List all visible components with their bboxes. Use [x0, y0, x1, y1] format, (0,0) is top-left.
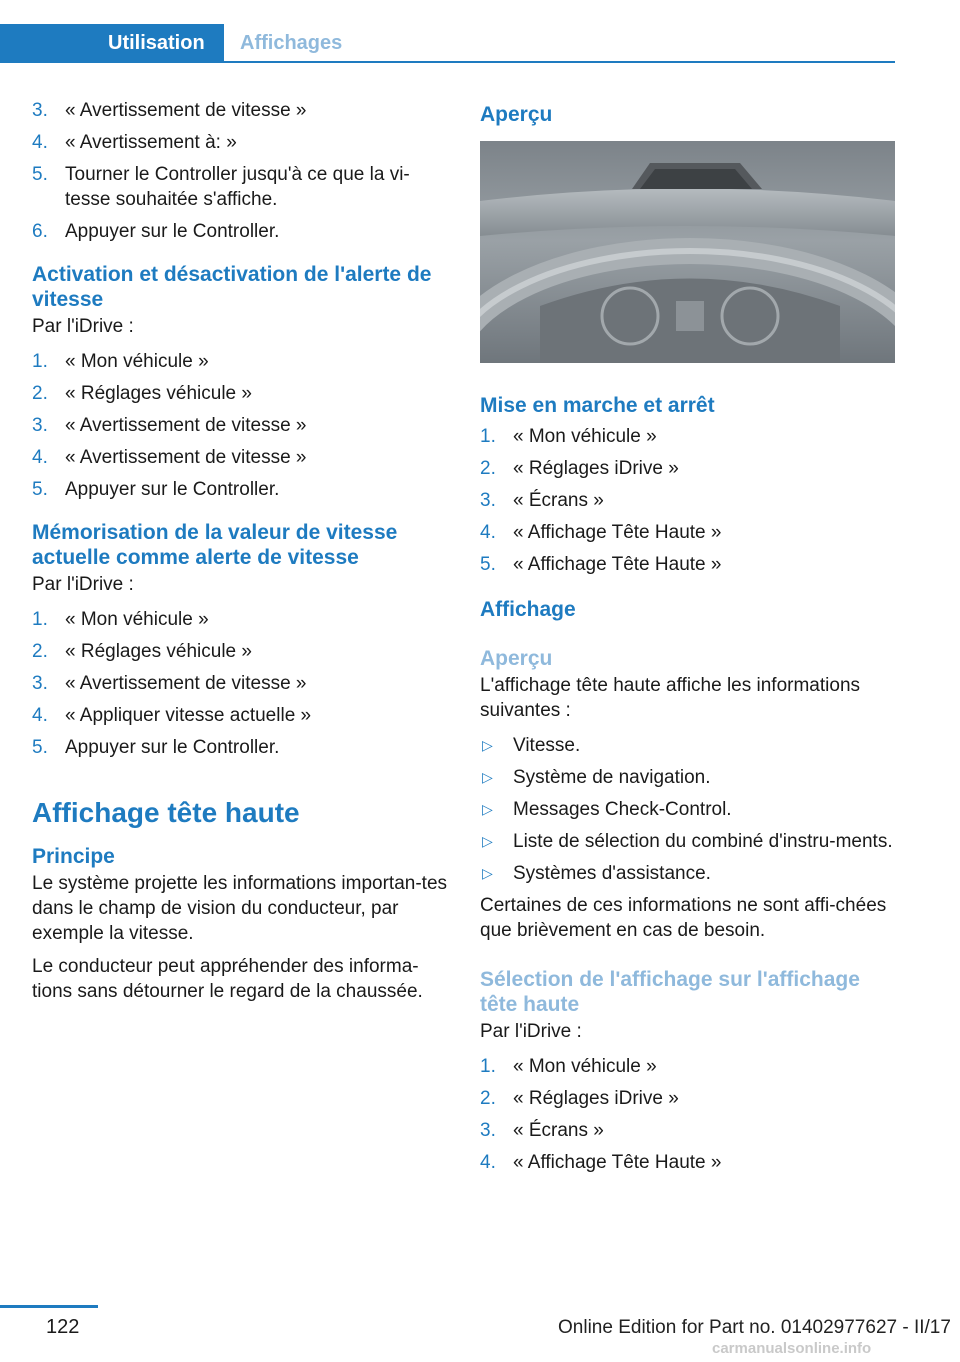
bullet-text: Liste de sélection du combiné d'instru-ments.	[513, 831, 893, 852]
watermark: carmanualsonline.info	[712, 1340, 872, 1357]
heading-marche-arret: Mise en marche et arrêt	[480, 394, 715, 417]
bullet-text: Messages Check-Control.	[513, 799, 732, 820]
step-text: « Réglages iDrive »	[513, 1088, 679, 1109]
list-item	[480, 552, 900, 577]
step-number: 2.	[480, 1088, 496, 1109]
step-text: « Avertissement à: »	[65, 132, 237, 153]
step-number: 1.	[32, 609, 48, 630]
list-item	[480, 488, 900, 513]
marche-arret-steps	[480, 424, 900, 577]
step-number: 1.	[32, 351, 48, 372]
step-text: « Mon véhicule »	[65, 351, 209, 372]
step-number: 4.	[32, 132, 48, 153]
list-item	[32, 349, 452, 374]
step-number: 5.	[32, 164, 48, 185]
triangle-right-outline-icon: ▷	[482, 769, 493, 785]
list-item	[480, 456, 900, 481]
footer-divider	[0, 1305, 98, 1308]
paragraph-idrive: Par l'iDrive :	[480, 1021, 582, 1042]
list-item	[480, 1086, 900, 1111]
edition-line: Online Edition for Part no. 01402977627 - II/17	[558, 1317, 951, 1338]
bullet-text: Systèmes d'assistance.	[513, 863, 711, 884]
bullet-text: Système de navigation.	[513, 767, 711, 788]
step-text: « Affichage Tête Haute »	[513, 1152, 722, 1173]
step-number: 1.	[480, 1056, 496, 1077]
heading-selection: Sélection de l'affichage sur l'affichage tête haute	[480, 968, 860, 1016]
triangle-right-outline-icon: ▷	[482, 737, 493, 753]
step-text: « Appliquer vitesse actuelle »	[65, 705, 312, 726]
list-item	[480, 520, 900, 545]
list-item	[32, 130, 452, 155]
triangle-right-outline-icon: ▷	[482, 801, 493, 817]
step-text: « Affichage Tête Haute »	[513, 554, 722, 575]
step-text: « Réglages véhicule »	[65, 641, 252, 662]
right-column	[480, 98, 900, 1182]
step-number: 4.	[480, 522, 496, 543]
step-text: « Affichage Tête Haute »	[513, 522, 722, 543]
list-item	[480, 1150, 900, 1175]
step-number: 4.	[32, 705, 48, 726]
step-number: 3.	[480, 1120, 496, 1141]
step-text: « Avertissement de vitesse »	[65, 415, 307, 436]
list-item	[32, 735, 452, 760]
step-text: « Mon véhicule »	[513, 1056, 657, 1077]
step-text: « Réglages véhicule »	[65, 383, 252, 404]
step-text: « Écrans »	[513, 490, 604, 511]
selection-steps	[480, 1054, 900, 1175]
heading-apercu: Aperçu	[480, 103, 553, 126]
list-item	[480, 1118, 900, 1143]
page-number: 122	[46, 1316, 80, 1338]
list-item	[480, 424, 900, 449]
step-number: 3.	[32, 100, 48, 121]
heading-principe: Principe	[32, 845, 115, 868]
left-column	[32, 98, 452, 1004]
list-item	[32, 162, 452, 212]
step-text: « Réglages iDrive »	[513, 458, 679, 479]
list-item	[32, 219, 452, 244]
step-text: « Écrans »	[513, 1120, 604, 1141]
step-text: Appuyer sur le Controller.	[65, 479, 280, 500]
speed-warning-steps	[32, 98, 452, 244]
tab-utilisation[interactable]: Utilisation	[0, 24, 224, 62]
heading-affichage: Affichage	[480, 598, 576, 621]
step-number: 5.	[32, 479, 48, 500]
paragraph-principe-2: Le conducteur peut appréhender des informa-tions sans détourner le regard de la chaussée.	[32, 956, 423, 1002]
step-number: 2.	[32, 383, 48, 404]
triangle-right-outline-icon: ▷	[482, 865, 493, 881]
list-item	[32, 477, 452, 502]
step-text: « Avertissement de vitesse »	[65, 100, 307, 121]
step-text: Tourner le Controller jusqu'à ce que la vi-tesse souhaitée s'affiche.	[65, 164, 410, 210]
step-number: 5.	[32, 737, 48, 758]
step-number: 3.	[32, 415, 48, 436]
triangle-right-outline-icon: ▷	[482, 833, 493, 849]
paragraph-infos: L'affichage tête haute affiche les informations suivantes :	[480, 675, 861, 721]
step-number: 4.	[480, 1152, 496, 1173]
list-item	[480, 1054, 900, 1079]
step-number: 6.	[32, 221, 48, 242]
step-number: 4.	[32, 447, 48, 468]
list-item	[480, 861, 900, 886]
hud-info-list	[480, 733, 900, 886]
heading-memorisation: Mémorisation de la valeur de vitesse actuelle comme alerte de vitesse	[32, 521, 398, 569]
activation-steps	[32, 349, 452, 502]
list-item	[480, 797, 900, 822]
list-item	[480, 829, 900, 854]
list-item	[32, 703, 452, 728]
step-number: 2.	[480, 458, 496, 479]
heading-hud: Affichage tête haute	[32, 797, 300, 828]
list-item	[32, 445, 452, 470]
hud-dashboard-illustration	[480, 141, 895, 363]
step-number: 3.	[480, 490, 496, 511]
list-item	[32, 413, 452, 438]
header-divider	[0, 61, 895, 63]
list-item	[32, 671, 452, 696]
list-item	[480, 733, 900, 758]
step-number: 5.	[480, 554, 496, 575]
paragraph-certaines: Certaines de ces informations ne sont affi-chées que brièvement en cas de besoin.	[480, 895, 887, 941]
step-number: 1.	[480, 426, 496, 447]
step-text: « Mon véhicule »	[65, 609, 209, 630]
memorisation-steps	[32, 607, 452, 760]
list-item	[32, 381, 452, 406]
page-header	[0, 0, 960, 64]
paragraph-idrive: Par l'iDrive :	[32, 316, 134, 337]
step-text: Appuyer sur le Controller.	[65, 221, 280, 242]
heading-apercu-2: Aperçu	[480, 647, 553, 670]
list-item	[32, 639, 452, 664]
bullet-text: Vitesse.	[513, 735, 581, 756]
list-item	[32, 98, 452, 123]
step-text: « Avertissement de vitesse »	[65, 673, 307, 694]
step-text: « Avertissement de vitesse »	[65, 447, 307, 468]
step-text: Appuyer sur le Controller.	[65, 737, 280, 758]
list-item	[480, 765, 900, 790]
step-number: 3.	[32, 673, 48, 694]
heading-activation: Activation et désactivation de l'alerte de vitesse	[32, 263, 432, 311]
paragraph-principe-1: Le système projette les informations importan-tes dans le champ de vision du conducteur, par exemple la vitesse.	[32, 873, 448, 944]
list-item	[32, 607, 452, 632]
dashboard-photo-icon	[480, 141, 895, 363]
tab-affichages[interactable]: Affichages	[240, 32, 343, 54]
paragraph-idrive: Par l'iDrive :	[32, 574, 134, 595]
step-number: 2.	[32, 641, 48, 662]
step-text: « Mon véhicule »	[513, 426, 657, 447]
